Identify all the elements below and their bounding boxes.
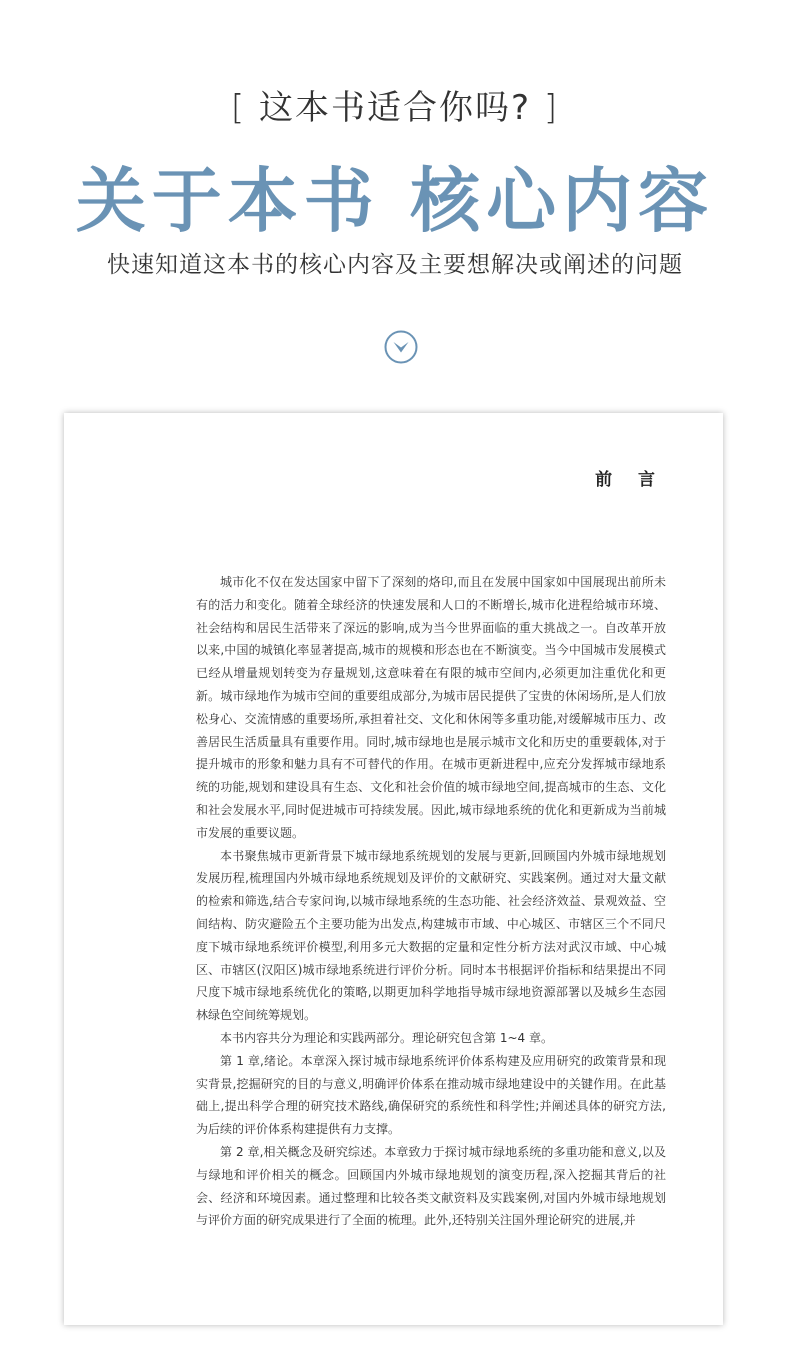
- chevron-down-circle-icon: [384, 330, 418, 364]
- paragraph: 第 2 章,相关概念及研究综述。本章致力于探讨城市绿地系统的多重功能和意义,以及与绿地和评价相关的概念。回顾国内外城市绿地规划的演变历程,深入挖掘其背后的社会、经济和环境因素。通过整理和比较各类文献资料及实践案例,对国内外城市绿地规划与评价方面的研究成果进行了全面的梳理。此外,还特别关注国外理论研究的进展,并: [196, 1144, 666, 1228]
- paragraph: 本书聚焦城市更新背景下城市绿地系统规划的发展与更新,回顾国内外城市绿地规划发展历程,梳理国内外城市绿地系统规划及评价的文献研究、实践案例。通过对大量文献的检索和筛选,结合专家问询,以城市绿地系统的生态功能、社会经济效益、景观效益、空间结构、防灾避险五个主要功能为出发点,构建城市市域、中心城区、市辖区三个不同尺度下城市绿地系统评价模型,利用多元大数据的定量和定性分析方法对武汉市域、中心城区、市辖区(汉阳区)城市绿地系统进行评价分析。同时本书根据评价指标和结果提出不同尺度下城市绿地系统优化的策略,以期更加科学地指导城市绿地资源部署以及城乡生态园林绿色空间统筹规划。: [196, 848, 666, 1023]
- tagline-open-bracket: [: [230, 88, 247, 128]
- book-page-preview: [64, 413, 723, 1325]
- page-title: 关于本书 核心内容: [75, 159, 715, 242]
- preface-body: [196, 571, 666, 1232]
- page-subtitle: 快速知道这本书的核心内容及主要想解决或阐述的问题: [107, 252, 683, 278]
- paragraph: 城市化不仅在发达国家中留下了深刻的烙印,而且在发展中国家如中国展现出前所未有的活力和变化。随着全球经济的快速发展和人口的不断增长,城市化进程给城市环境、社会结构和居民生活带来了深远的影响,成为当今世界面临的重大挑战之一。自改革开放以来,中国的城镇化率显著提高,城市的规模和形态也在不断演变。当今中国城市发展模式已经从增量规划转变为存量规划,这意味着在有限的城市空间内,必须更加注重优化和更新。城市绿地作为城市空间的重要组成部分,为城市居民提供了宝贵的休闲场所,是人们放松身心、交流情感的重要场所,承担着社交、文化和休闲等多重功能,对缓解城市压力、改善居民生活质量具有重要作用。同时,城市绿地也是展示城市文化和历史的重要载体,对于提升城市的形象和魅力具有不可替代的作用。在城市更新进程中,应充分发挥城市绿地系统的功能,规划和建设具有生态、文化和社会价值的城市绿地空间,提高城市的生态、文化和社会发展水平,同时促进城市可持续发展。因此,城市绿地系统的优化和更新成为当前城市发展的重要议题。: [196, 575, 666, 840]
- preface-heading: 前 言: [595, 470, 665, 490]
- tagline-close-bracket: ]: [543, 88, 560, 128]
- header-tagline: [0, 80, 790, 129]
- paragraph: 第 1 章,绪论。本章深入探讨城市绿地系统评价体系构建及应用研究的政策背景和现实背景,挖掘研究的目的与意义,明确评价体系在推动城市绿地建设中的关键作用。在此基础上,提出科学合理的研究技术路线,确保研究的系统性和科学性;并阐述具体的研究方法,为后续的评价体系构建提供有力支撑。: [196, 1053, 666, 1137]
- tagline-text: 这本书适合你吗?: [258, 88, 532, 128]
- paragraph: 本书内容共分为理论和实践两部分。理论研究包含第 1~4 章。: [220, 1030, 553, 1045]
